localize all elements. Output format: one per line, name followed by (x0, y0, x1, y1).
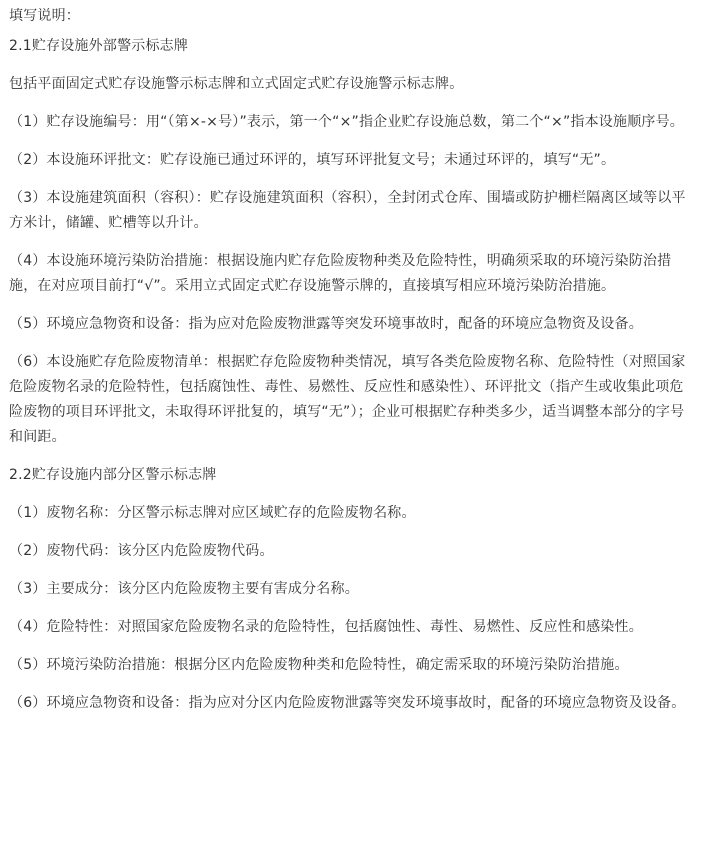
section-2-2-item-5: （5）环境污染防治措施：根据分区内危险废物种类和危险特性，确定需采取的环境污染防治措施。 (9, 657, 629, 673)
section-2-1-item-6: （6）本设施贮存危险废物清单：根据贮存危险废物种类情况，填写各类危险废物名称、危险特性（对照国家危险废物名录的危险特性，包括腐蚀性、毒性、易燃性、反应性和感染性）、环评批文（指产生或收集此项危险废物的项目环评批文，未取得环评批复的，填写“无”）；企业可根据贮存种类多少，适当调整本部分的字号和间距。 (9, 354, 686, 445)
section-2-1-item-4: （4）本设施环境污染防治措施：根据设施内贮存危险废物种类及危险特性，明确须采取的环境污染防治措施，在对应项目前打“√”。采用立式固定式贮存设施警示牌的，直接填写相应环境污染防治措施。 (9, 253, 672, 294)
section-2-2-item-1: （1）废物名称：分区警示标志牌对应区域贮存的危险废物名称。 (9, 505, 416, 521)
section-2-2-item-6: （6）环境应急物资和设备：指为应对分区内危险废物泄露等突发环境事故时，配备的环境应急物资及设备。 (9, 695, 686, 711)
section-heading-2-1: 2.1贮存设施外部警示标志牌 (9, 38, 189, 54)
section-2-2-item-3: （3）主要成分：该分区内危险废物主要有害成分名称。 (9, 581, 359, 597)
section-2-2-item-4: （4）危险特性：对照国家危险废物名录的危险特性，包括腐蚀性、毒性、易燃性、反应性和感染性。 (9, 619, 643, 635)
section-2-1-description: 包括平面固定式贮存设施警示标志牌和立式固定式贮存设施警示标志牌。 (9, 76, 464, 92)
section-2-1-item-1: （1）贮存设施编号：用“（第×-×号）”表示，第一个“×”指企业贮存设施总数，第二个“×”指本设施顺序号。 (9, 114, 684, 130)
section-2-1-item-2: （2）本设施环评批文：贮存设施已通过环评的，填写环评批复文号；未通过环评的，填写“无”。 (9, 152, 616, 168)
section-2-1-item-3: （3）本设施建筑面积（容积）：贮存设施建筑面积（容积），全封闭式仓库、围墙或防护栅栏隔离区域等以平方米计，储罐、贮槽等以升计。 (9, 190, 686, 231)
section-heading-2-2: 2.2贮存设施内部分区警示标志牌 (9, 467, 217, 483)
intro-heading: 填写说明： (9, 8, 80, 24)
section-2-2-item-2: （2）废物代码：该分区内危险废物代码。 (9, 543, 274, 559)
section-2-1-item-5: （5）环境应急物资和设备：指为应对危险废物泄露等突发环境事故时，配备的环境应急物资及设备。 (9, 316, 643, 332)
